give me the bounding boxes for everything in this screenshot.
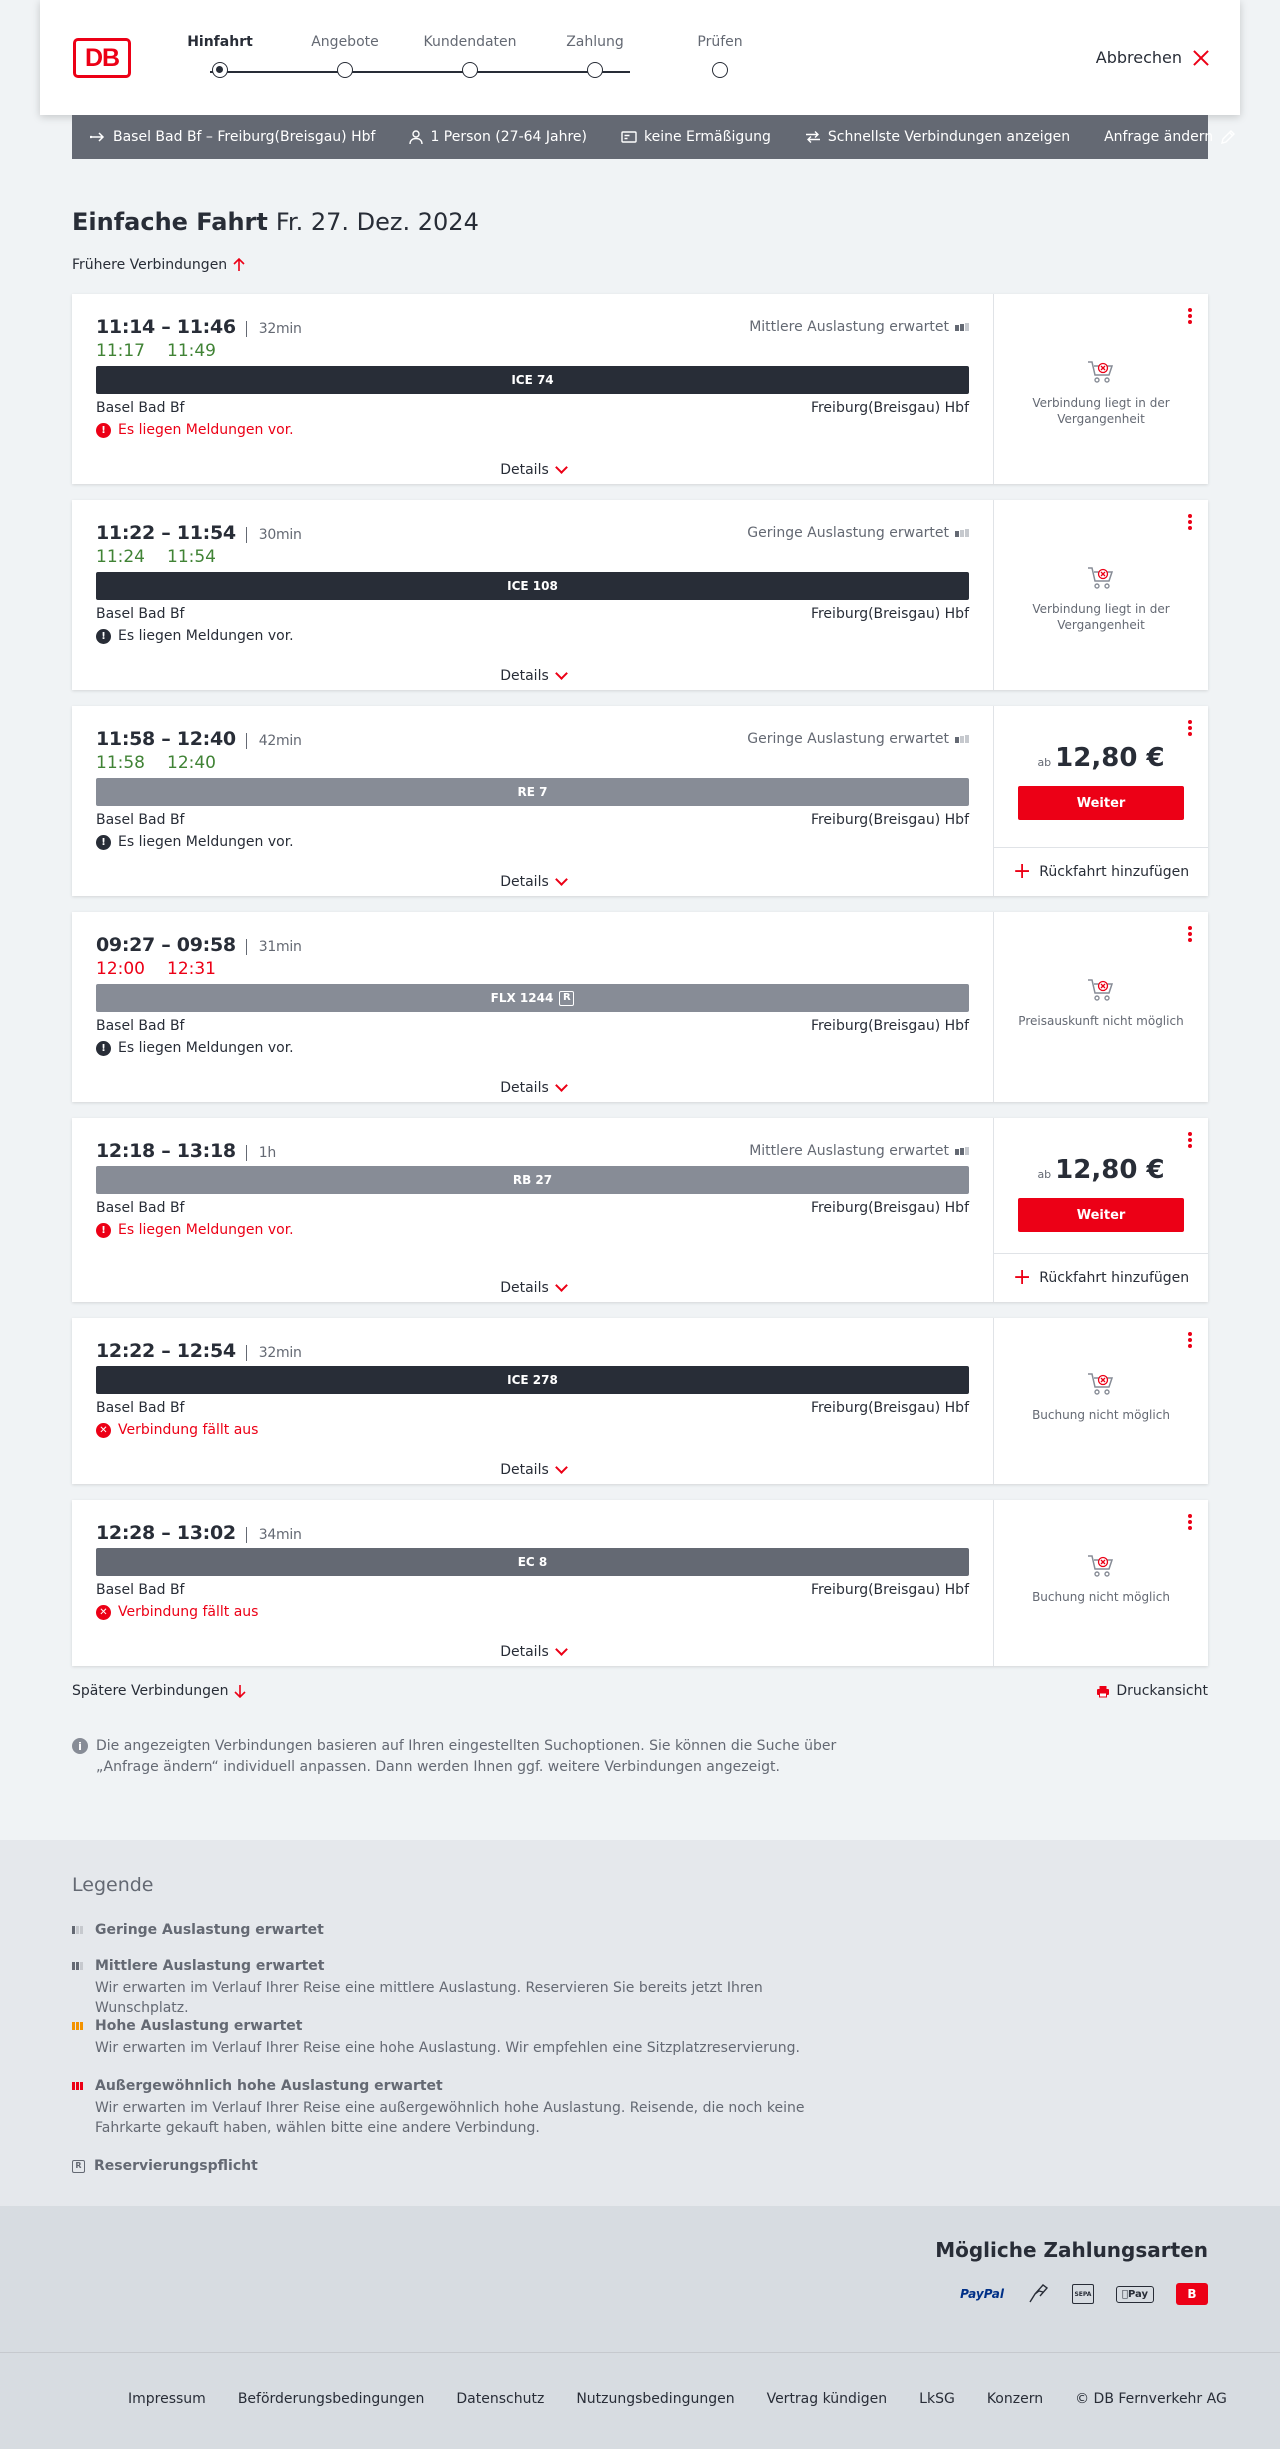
price-value: 12,80 € — [1055, 1155, 1165, 1185]
train-name: ICE 74 — [511, 373, 554, 387]
details-label: Details — [500, 1462, 549, 1478]
footer-link-befoerderungsbedingungen[interactable]: Beförderungsbedingungen — [237, 2391, 425, 2407]
occupancy-text: Geringe Auslastung erwartet — [747, 525, 949, 541]
notice-text: Es liegen Meldungen vor. — [118, 1040, 294, 1056]
connection-notice[interactable] — [96, 1040, 294, 1056]
details-label: Details — [500, 1080, 549, 1096]
add-return-button[interactable] — [994, 1253, 1208, 1302]
connection-times — [96, 1522, 302, 1544]
price — [994, 743, 1208, 773]
cart-unavailable-icon — [1087, 1553, 1115, 1579]
offer-message — [1014, 977, 1188, 1029]
realtime-departure: 11:17 — [96, 341, 145, 361]
db-logo[interactable]: DB — [73, 38, 131, 78]
occupancy-info — [749, 1143, 969, 1159]
query-bar — [72, 115, 1214, 159]
departure-station: Basel Bad Bf — [96, 1018, 185, 1034]
realtime-times — [96, 959, 216, 979]
alert-icon: ! — [96, 423, 111, 438]
alert-icon: ! — [96, 835, 111, 850]
reservation-icon: R — [559, 991, 574, 1006]
connection-card — [72, 1318, 1208, 1484]
alert-icon: ! — [96, 1041, 111, 1056]
offer-message — [1014, 1553, 1188, 1605]
price-prefix: ab — [1037, 1168, 1052, 1181]
occupancy-info — [747, 525, 969, 541]
legend-label: Reservierungspflicht — [94, 2158, 258, 2174]
arrow-up-icon — [233, 258, 245, 272]
arrival-station: Freiburg(Breisgau) Hbf — [810, 1582, 969, 1598]
occupancy-info — [747, 731, 969, 747]
price — [994, 1155, 1208, 1185]
cancel-icon: ✕ — [96, 1423, 111, 1438]
footer-link-datenschutz[interactable]: Datenschutz — [456, 2391, 545, 2407]
duration: 32min — [246, 1345, 302, 1361]
arrow-right-icon — [90, 132, 106, 142]
alert-icon: ! — [96, 629, 111, 644]
connection-card — [72, 912, 1208, 1102]
add-return-button[interactable] — [994, 847, 1208, 896]
planned-times: 12:18 – 13:18 — [96, 1140, 236, 1162]
more-options-icon[interactable] — [1188, 720, 1192, 736]
chevron-down-icon — [555, 1279, 568, 1292]
more-options-icon[interactable] — [1188, 1132, 1192, 1148]
train-bar[interactable] — [96, 572, 969, 600]
footer — [0, 2352, 1280, 2449]
plus-icon: + — [1012, 1265, 1032, 1290]
offer-message — [1014, 565, 1188, 633]
info-icon: i — [72, 1738, 88, 1754]
payment-section — [0, 2206, 1280, 2352]
add-return-label: Rückfahrt hinzufügen — [1039, 1270, 1190, 1286]
step-dot-icon — [712, 62, 728, 78]
apple-pay-label: Pay — [1127, 2288, 1148, 2300]
query-route-text: Basel Bad Bf – Freiburg(Breisgau) Hbf — [113, 129, 376, 145]
query-travellers — [409, 129, 587, 145]
footer-link-konzern[interactable]: Konzern — [986, 2391, 1044, 2407]
connection-times — [96, 522, 302, 544]
cart-unavailable-icon — [1087, 359, 1115, 385]
trip-type: Einfache Fahrt — [72, 208, 268, 236]
connection-offer — [994, 1500, 1208, 1666]
connection-info — [72, 912, 994, 1102]
departure-station: Basel Bad Bf — [96, 606, 185, 622]
footer-link-lksg[interactable]: LkSG — [919, 2391, 955, 2407]
connection-info — [72, 500, 994, 690]
connection-card — [72, 500, 1208, 690]
person-icon — [409, 130, 423, 144]
earlier-label: Frühere Verbindungen — [72, 257, 228, 273]
realtime-times — [96, 341, 216, 361]
query-option — [805, 129, 1070, 145]
legend-item-medium — [72, 1958, 852, 2018]
train-bar[interactable] — [96, 984, 969, 1012]
connection-notice[interactable] — [96, 628, 294, 644]
connection-times — [96, 934, 302, 956]
step-dot-icon — [587, 62, 603, 78]
steps-line — [210, 71, 630, 73]
notice-text: Es liegen Meldungen vor. — [118, 834, 294, 850]
occupancy-info — [749, 319, 969, 335]
duration: 1h — [246, 1145, 276, 1161]
details-label: Details — [500, 874, 549, 890]
arrival-station: Freiburg(Breisgau) Hbf — [810, 606, 969, 622]
train-bar[interactable] — [96, 366, 969, 394]
occupancy-high-icon — [72, 2022, 86, 2030]
notice-text: Es liegen Meldungen vor. — [118, 628, 294, 644]
realtime-departure: 11:24 — [96, 547, 145, 567]
legend-label: Mittlere Auslastung erwartet — [95, 1958, 325, 1974]
edit-query-label: Anfrage ändern — [1104, 129, 1214, 145]
price-value: 12,80 € — [1055, 743, 1165, 773]
offer-message — [1014, 359, 1188, 427]
connection-notice[interactable] — [96, 1422, 258, 1438]
duration: 32min — [246, 321, 302, 337]
query-option-text: Schnellste Verbindungen anzeigen — [827, 129, 1071, 145]
realtime-arrival: 12:40 — [167, 753, 216, 773]
planned-times: 12:28 – 13:02 — [96, 1522, 236, 1544]
step-angebote[interactable] — [295, 34, 395, 54]
details-toggle[interactable] — [72, 1644, 994, 1660]
occupancy-low-icon — [72, 1926, 86, 1934]
payment-title: Mögliche Zahlungsarten — [935, 2238, 1208, 2262]
train-name: RB 27 — [512, 1173, 553, 1187]
connection-card — [72, 294, 1208, 484]
paypal-icon: PayPal — [960, 2287, 1004, 2301]
footer-link-vertrag-kuendigen[interactable]: Vertrag kündigen — [766, 2391, 888, 2407]
chevron-down-icon — [555, 1461, 568, 1474]
connection-card — [72, 706, 1208, 896]
connection-times — [96, 728, 302, 750]
footer-links — [128, 2391, 1227, 2407]
print-label: Druckansicht — [1116, 1683, 1208, 1699]
footer-link-nutzungsbedingungen[interactable]: Nutzungsbedingungen — [576, 2391, 735, 2407]
planned-times: 11:58 – 12:40 — [96, 728, 236, 750]
train-bar[interactable] — [96, 1366, 969, 1394]
notice-text: Verbindung fällt aus — [118, 1422, 259, 1438]
payment-icons — [960, 2282, 1208, 2306]
realtime-arrival: 11:49 — [167, 341, 216, 361]
offer-message-text: Buchung nicht möglich — [1032, 1590, 1170, 1604]
query-route — [90, 129, 375, 145]
realtime-times — [96, 547, 216, 567]
continue-button[interactable]: Weiter — [1018, 1198, 1184, 1232]
occupancy-text: Geringe Auslastung erwartet — [747, 731, 949, 747]
connection-times — [96, 1340, 302, 1362]
details-toggle[interactable] — [72, 1462, 994, 1478]
sepa-icon: SEPA — [1072, 2284, 1094, 2304]
arrival-station: Freiburg(Breisgau) Hbf — [810, 400, 969, 416]
legend-item-exceptional — [72, 2078, 852, 2138]
legend-item-low — [72, 1922, 852, 1938]
occupancy-text: Mittlere Auslastung erwartet — [749, 319, 949, 335]
info-note — [72, 1736, 852, 1778]
db-card-icon: B — [1176, 2283, 1208, 2305]
step-kundendaten[interactable] — [420, 34, 520, 54]
step-label: Kundendaten — [423, 34, 517, 50]
train-name: RE 7 — [517, 785, 548, 799]
connection-offer — [994, 500, 1208, 690]
departure-station: Basel Bad Bf — [96, 1200, 185, 1216]
details-label: Details — [500, 1280, 549, 1296]
notice-text: Es liegen Meldungen vor. — [118, 1222, 294, 1238]
chevron-down-icon — [555, 461, 568, 474]
progress-steps — [170, 34, 743, 84]
legend-desc: Wir erwarten im Verlauf Ihrer Reise eine außergewöhnlich hohe Auslastung. Reisende, die noch keine Fahrkarte gekauft haben, wählen bitte eine andere Verbindung. — [95, 2100, 805, 2136]
price-prefix: ab — [1037, 756, 1052, 769]
notice-text: Verbindung fällt aus — [118, 1604, 259, 1620]
details-label: Details — [500, 1644, 549, 1660]
connection-notice[interactable] — [96, 422, 294, 438]
step-label: Prüfen — [697, 34, 743, 50]
later-label: Spätere Verbindungen — [72, 1683, 229, 1699]
offer-message — [1014, 1371, 1188, 1423]
train-bar[interactable] — [96, 1166, 969, 1194]
step-dot-icon — [337, 62, 353, 78]
legend-desc: Wir erwarten im Verlauf Ihrer Reise eine mittlere Auslastung. Reservieren Sie bereits jetzt Ihren Wunschplatz. — [95, 1980, 763, 2016]
step-pruefen[interactable] — [670, 34, 770, 54]
train-name: FLX 1244 — [490, 991, 554, 1005]
duration: 30min — [246, 527, 302, 543]
duration: 34min — [246, 1527, 302, 1543]
departure-station: Basel Bad Bf — [96, 1400, 185, 1416]
realtime-departure: 12:00 — [96, 959, 145, 979]
duration: 42min — [246, 733, 302, 749]
print-view-link[interactable] — [1096, 1683, 1208, 1699]
details-toggle[interactable] — [72, 1280, 994, 1296]
connection-offer — [994, 706, 1208, 896]
connection-notice[interactable] — [96, 1222, 294, 1238]
cancel-icon: ✕ — [96, 1605, 111, 1620]
alert-icon: ! — [96, 1223, 111, 1238]
step-hinfahrt[interactable] — [170, 34, 270, 54]
details-toggle[interactable] — [72, 1080, 994, 1096]
connection-info — [72, 1118, 994, 1302]
step-dot-icon — [212, 62, 228, 78]
legend — [0, 1840, 1280, 2206]
realtime-departure: 11:58 — [96, 753, 145, 773]
chevron-down-icon — [555, 1079, 568, 1092]
cancel-button[interactable] — [1096, 48, 1210, 67]
card-icon — [621, 131, 637, 143]
more-options-icon[interactable] — [1188, 926, 1192, 942]
chevron-down-icon — [555, 873, 568, 886]
realtime-arrival: 12:31 — [167, 959, 216, 979]
chevron-down-icon — [555, 1643, 568, 1656]
departure-station: Basel Bad Bf — [96, 812, 185, 828]
legend-label: Hohe Auslastung erwartet — [95, 2018, 303, 2034]
more-options-icon[interactable] — [1188, 1514, 1192, 1530]
earlier-connections-link[interactable] — [72, 257, 245, 273]
realtime-times — [96, 753, 216, 773]
connection-times — [96, 316, 302, 338]
info-text: Die angezeigten Verbindungen basieren auf Ihren eingestellten Suchoptionen. Sie können die Suche über „Anfrage ändern“ individuell anpassen. Dann werden Ihnen ggf. weitere Verbindungen angezeigt. — [96, 1738, 837, 1775]
occupancy-medium-icon — [72, 1962, 86, 1970]
details-toggle[interactable] — [72, 462, 994, 478]
train-name: ICE 108 — [507, 579, 558, 593]
legend-item-high — [72, 2018, 852, 2058]
arrival-station: Freiburg(Breisgau) Hbf — [810, 1400, 969, 1416]
connection-notice[interactable] — [96, 1604, 258, 1620]
planned-times: 12:22 – 12:54 — [96, 1340, 236, 1362]
details-label: Details — [500, 462, 549, 478]
details-toggle[interactable] — [72, 668, 994, 684]
legend-item-reservation — [72, 2158, 852, 2174]
arrival-station: Freiburg(Breisgau) Hbf — [810, 812, 969, 828]
offer-message-text: Buchung nicht möglich — [1032, 1408, 1170, 1422]
planned-times: 09:27 – 09:58 — [96, 934, 236, 956]
details-label: Details — [500, 668, 549, 684]
page-title — [72, 208, 479, 236]
planned-times: 11:22 – 11:54 — [96, 522, 236, 544]
plus-icon: + — [1012, 859, 1032, 884]
chevron-down-icon — [555, 667, 568, 680]
occupancy-icon — [955, 323, 969, 331]
offer-message-text: Preisauskunft nicht möglich — [1018, 1014, 1184, 1028]
swap-icon — [805, 131, 821, 143]
connection-offer — [994, 912, 1208, 1102]
occupancy-icon — [955, 1147, 969, 1155]
offer-message-text: Verbindung liegt in der Vergangenheit — [1032, 396, 1170, 426]
connection-info — [72, 1318, 994, 1484]
arrow-down-icon — [234, 1684, 246, 1698]
offer-message-text: Verbindung liegt in der Vergangenheit — [1032, 602, 1170, 632]
connection-info — [72, 1500, 994, 1666]
cart-unavailable-icon — [1087, 1371, 1115, 1397]
details-toggle[interactable] — [72, 874, 994, 890]
hand-card-icon — [1026, 2282, 1050, 2306]
footer-copyright: © DB Fernverkehr AG — [1075, 2391, 1227, 2407]
connection-offer — [994, 1118, 1208, 1302]
legend-label: Außergewöhnlich hohe Auslastung erwartet — [95, 2078, 443, 2094]
occupancy-text: Mittlere Auslastung erwartet — [749, 1143, 949, 1159]
train-name: EC 8 — [517, 1555, 548, 1569]
more-options-icon[interactable] — [1188, 514, 1192, 530]
step-zahlung[interactable] — [545, 34, 645, 54]
connection-offer — [994, 1318, 1208, 1484]
occupancy-exceptional-icon — [72, 2082, 86, 2090]
more-options-icon[interactable] — [1188, 308, 1192, 324]
cart-unavailable-icon — [1087, 565, 1115, 591]
step-label: Angebote — [311, 34, 379, 50]
occupancy-icon — [955, 529, 969, 537]
trip-date: Fr. 27. Dez. 2024 — [275, 208, 479, 236]
pencil-icon — [1220, 130, 1235, 145]
connection-notice[interactable] — [96, 834, 294, 850]
continue-button[interactable]: Weiter — [1018, 786, 1184, 820]
edit-query-button[interactable] — [1104, 129, 1235, 145]
connection-info — [72, 294, 994, 484]
planned-times: 11:14 – 11:46 — [96, 316, 236, 338]
train-bar[interactable] — [96, 778, 969, 806]
occupancy-icon — [955, 735, 969, 743]
step-dot-icon — [462, 62, 478, 78]
query-travellers-text: 1 Person (27-64 Jahre) — [430, 129, 587, 145]
legend-desc: Wir erwarten im Verlauf Ihrer Reise eine hohe Auslastung. Wir empfehlen eine Sitzplatzreservierung. — [95, 2040, 800, 2056]
departure-station: Basel Bad Bf — [96, 1582, 185, 1598]
realtime-arrival: 11:54 — [167, 547, 216, 567]
legend-label: Geringe Auslastung erwartet — [95, 1922, 324, 1938]
close-icon — [1192, 49, 1210, 67]
notice-text: Es liegen Meldungen vor. — [118, 422, 294, 438]
legend-title: Legende — [72, 1874, 154, 1896]
connection-times — [96, 1140, 276, 1162]
connection-info — [72, 706, 994, 896]
printer-icon — [1096, 1685, 1110, 1698]
more-options-icon[interactable] — [1188, 1332, 1192, 1348]
cart-unavailable-icon — [1087, 977, 1115, 1003]
connection-card — [72, 1118, 1208, 1302]
query-discount — [621, 129, 771, 145]
departure-station: Basel Bad Bf — [96, 400, 185, 416]
duration: 31min — [246, 939, 302, 955]
header — [40, 0, 1240, 115]
apple-pay-icon — [1116, 2286, 1154, 2303]
reservation-icon: R — [72, 2160, 85, 2173]
cancel-label: Abbrechen — [1095, 48, 1182, 67]
train-name: ICE 278 — [507, 1373, 558, 1387]
footer-link-impressum[interactable]: Impressum — [128, 2391, 206, 2407]
add-return-label: Rückfahrt hinzufügen — [1039, 864, 1190, 880]
train-bar[interactable] — [96, 1548, 969, 1576]
connection-offer — [994, 294, 1208, 484]
later-connections-link[interactable] — [72, 1683, 246, 1699]
arrival-station: Freiburg(Breisgau) Hbf — [810, 1018, 969, 1034]
step-label: Zahlung — [566, 34, 624, 50]
step-label: Hinfahrt — [187, 34, 253, 50]
arrival-station: Freiburg(Breisgau) Hbf — [810, 1200, 969, 1216]
query-discount-text: keine Ermäßigung — [644, 129, 771, 145]
connection-card — [72, 1500, 1208, 1666]
